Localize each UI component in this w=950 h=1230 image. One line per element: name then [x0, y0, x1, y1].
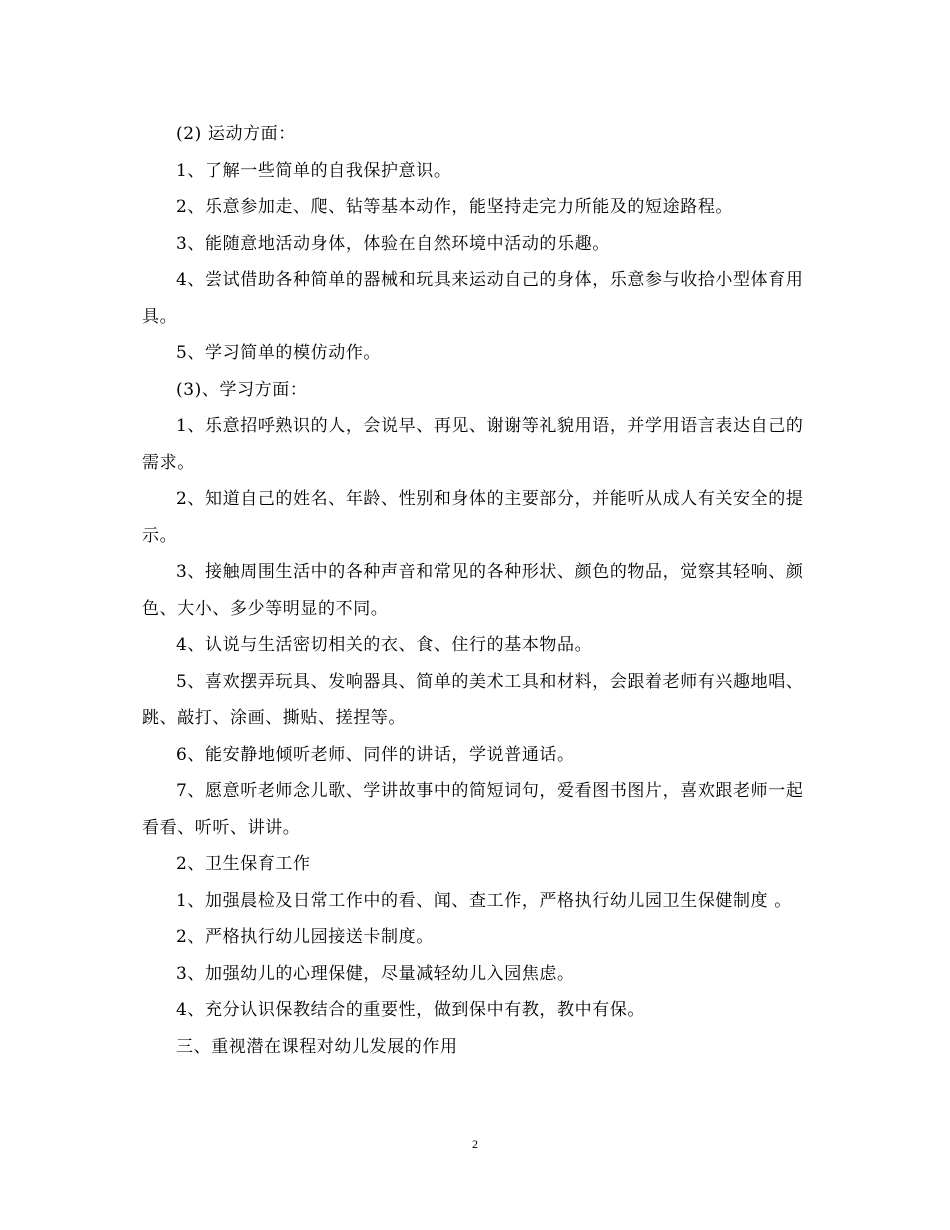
paragraph-motor-1: 1、了解一些简单的自我保护意识。	[176, 160, 452, 181]
paragraph-learning-3: 3、接触周围生活中的各种声音和常见的各种形状、颜色的物品，觉察其轻响、颜色、大小、多少等明显的不同。	[142, 562, 804, 619]
paragraph-motor-2: 2、乐意参加走、爬、钻等基本动作，能坚持走完力所能及的短途路程。	[176, 197, 734, 217]
paragraph-hygiene-1: 1、加强晨检及日常工作中的看、闻、查工作，严格执行幼儿园卫生保健制度 。	[176, 890, 792, 911]
paragraph-hygiene-heading: 2、卫生保育工作	[176, 854, 311, 874]
paragraph-learning-heading: (3)、学习方面：	[176, 379, 308, 400]
paragraph-learning-2: 2、知道自己的姓名、年龄、性别和身体的主要部分，并能听从成人有关安全的提示。	[142, 489, 804, 546]
paragraph-motor-5: 5、学习简单的模仿动作。	[176, 343, 382, 363]
paragraph-motor-4: 4、尝试借助各种简单的器械和玩具来运动自己的身体，乐意参与收拾小型体育用具。	[142, 270, 804, 327]
paragraph-learning-1: 1、乐意招呼熟识的人，会说早、再见、谢谢等礼貌用语，并学用语言表达自己的需求。	[142, 416, 804, 473]
paragraph-hygiene-4: 4、充分认识保教结合的重要性，做到保中有教，教中有保。	[176, 1000, 646, 1020]
page-number: 2	[472, 1137, 478, 1151]
paragraph-hygiene-3: 3、加强幼儿的心理保健，尽量减轻幼儿入园焦虑。	[176, 963, 575, 984]
paragraph-learning-5: 5、喜欢摆弄玩具、发响器具、简单的美术工具和材料，会跟着老师有兴趣地唱、跳、敲打、涂画、撕贴、搓捏等。	[142, 671, 804, 728]
paragraph-learning-7: 7、愿意听老师念儿歌、学讲故事中的简短词句，爱看图书图片，喜欢跟老师一起看看、听听、讲讲。	[142, 781, 804, 838]
paragraph-section-three-heading: 三、重视潜在课程对幼儿发展的作用	[176, 1036, 458, 1057]
paragraph-learning-6: 6、能安静地倾听老师、同伴的讲话，学说普通话。	[176, 744, 575, 765]
document-body	[142, 116, 806, 1065]
paragraph-motor-heading: (2) 运动方面：	[176, 124, 296, 144]
paragraph-learning-4: 4、认说与生活密切相关的衣、食、住行的基本物品。	[176, 635, 593, 655]
paragraph-hygiene-2: 2、严格执行幼儿园接送卡制度。	[176, 927, 434, 947]
paragraph-motor-3: 3、能随意地活动身体，体验在自然环境中活动的乐趣。	[176, 233, 610, 254]
